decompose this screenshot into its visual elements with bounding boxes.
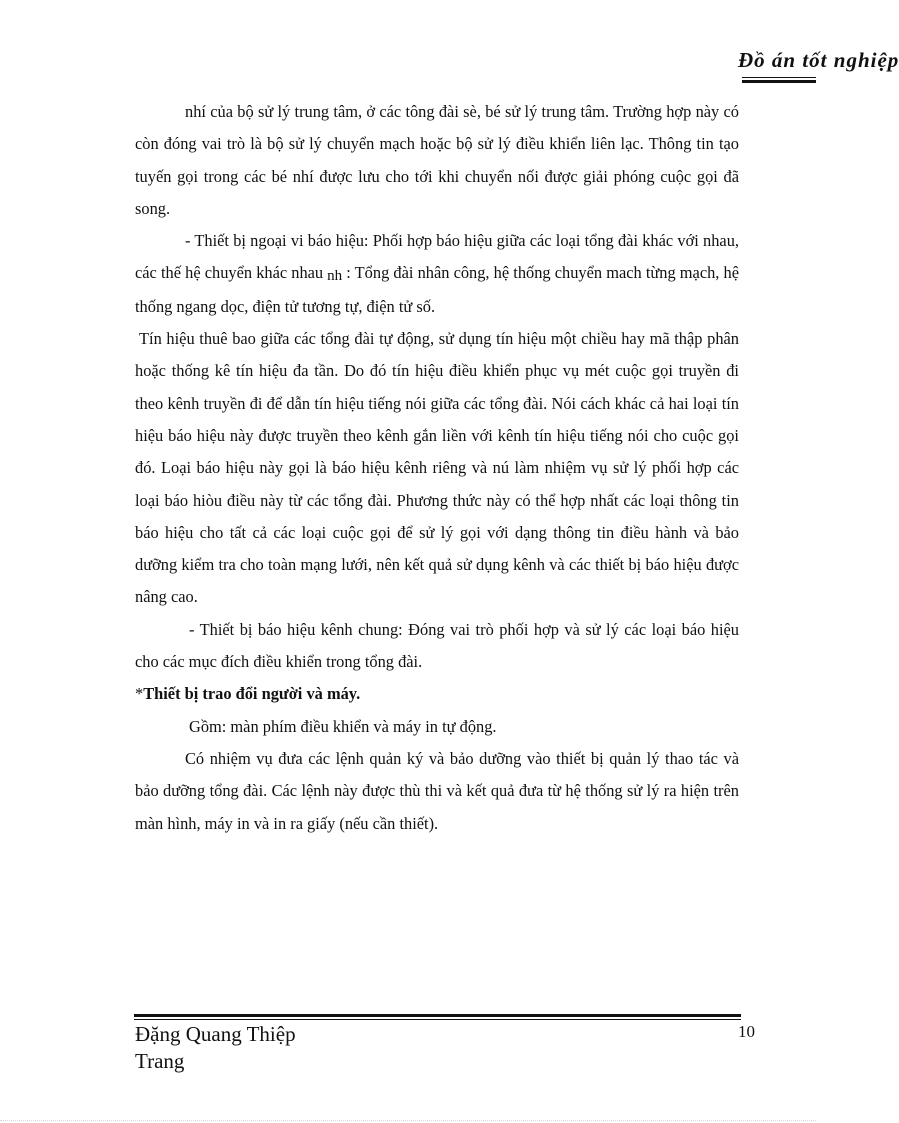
heading-text: Thiết bị trao đổi người và máy. (143, 684, 361, 704)
document-body (135, 96, 739, 840)
footer-rule-thick (134, 1014, 741, 1017)
footer-trang-label: Trang (135, 1049, 185, 1073)
heading-star: * (135, 684, 144, 704)
paragraph-4: - Thiết bị báo hiệu kênh chung: Đóng vai trò phối hợp và sử lý các loại báo hiệu cho các mục đích điều khiển trong tổng đài. (135, 619, 739, 672)
paragraph-7: Có nhiệm vụ đưa các lệnh quản ký và bảo dưỡng vào thiết bị quản lý thao tác và bảo dưỡng tổng đài. Các lệnh này được thù thi và kết quả đưa từ hệ thống sử lý ra hiện trên màn hình, máy in và in ra giấy (nếu cần thiết). (135, 748, 739, 833)
header-title: Đồ án tốt nghiệp (738, 48, 899, 72)
paragraph-1: nhí của bộ sử lý trung tâm, ở các tông đài sè, bé sử lý trung tâm. Trường hợp này có còn đóng vai trò là bộ sử lý chuyển mạch hoặc bộ sử lý điều khiển liên lạc. Thông tin tạo tuyến gọi trong các bé nhí được lưu cho tới khi chuyển nối được giải phóng cuộc gọi đã song. (135, 102, 739, 218)
section-heading (135, 678, 739, 710)
paragraph-2-part-b: : Tổng đài nhân công, hệ thống chuyển mach từng mạch, hệ thống ngang dọc, điện tử tương tự, điện tử số. (135, 263, 739, 316)
paragraph-3: Tín hiệu thuê bao giữa các tổng đài tự động, sử dụng tín hiệu một chiều hay mã thập phân hoặc thống kê tín hiệu đa tần. Do đó tín hiệu điều khiển phục vụ mét cuộc gọi truyền đi theo kênh truyền đi để dẫn tín hiệu tiếng nói giữa các tổng đài. Nói cách khác cả hai loại tín hiệu báo hiệu này được truyền theo kênh gắn liền với kênh tín hiệu tiếng nói cho cuộc gọi đó. Loại báo hiệu này gọi là báo hiệu kênh riêng và nú làm nhiệm vụ sử lý phối hợp các loại báo hiòu điều này từ các tổng đài. Phương thức này có thể hợp nhất các loại thông tin báo hiệu cho tất cả các loại cuộc gọi để sử lý gọi với dạng thông tin điều hành và bảo dưỡng kiểm tra cho toàn mạng lưới, nên kết quả sử dụng kênh và các thiết bị báo hiệu được nâng cao. (135, 329, 739, 607)
paragraph-6: Gồm: màn phím điều khiển và máy in tự động. (189, 716, 497, 736)
footer-author: Đặng Quang Thiệp (135, 1022, 296, 1046)
page-bottom-dotted-line (0, 1120, 816, 1121)
paragraph-2 (135, 225, 739, 323)
paragraph-2-part-a: - Thiết bị ngoại vi báo hiệu: Phối hợp báo hiệu giữa các loại tổng đài khác với nhau, các thế hệ chuyển khác nhau (135, 231, 739, 283)
header-rule-thin (742, 77, 816, 78)
footer-rule-thin (134, 1019, 741, 1020)
header-rule-thick (742, 80, 816, 83)
page-number: 10 (738, 1022, 755, 1041)
paragraph-2-nh: nh (327, 268, 343, 285)
